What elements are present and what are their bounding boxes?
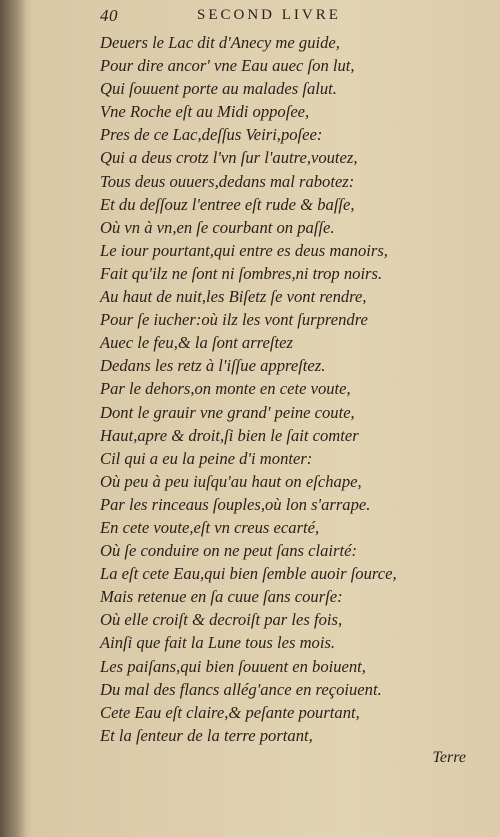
verse-line: En cete voute,eſt vn creus ecarté,: [100, 517, 320, 537]
verse-line: Et la ſenteur de la terre portant,: [100, 725, 313, 745]
running-head: SECOND LIVRE: [197, 7, 341, 23]
verse-line: Et du deſſouz l'entree eſt rude & baſſe,: [100, 194, 355, 214]
verse-line: Qui ſouuent porte au malades ſalut.: [100, 79, 337, 99]
verse-line: Fait qu'ilz ne ſont ni ſombres,ni trop noirs.: [100, 263, 383, 283]
verse-line: Tous deus ouuers,dedans mal rabotez:: [100, 171, 355, 191]
catchword: Terre: [432, 749, 466, 766]
verse-line: Pres de ce Lac,deſſus Veiri,poſee:: [100, 125, 323, 145]
verse-line: Par les rinceaus ſouples,où lon s'arrape.: [100, 494, 371, 514]
verse-line: Pour dire ancor' vne Eau auec ſon lut,: [100, 56, 355, 76]
verse-line: Le iour pourtant,qui entre es deus manoirs,: [100, 240, 388, 260]
verse-line: Par le dehors,on monte en cete voute,: [100, 379, 351, 399]
verse-line: Auec le feu,& la ſont arreſtez: [100, 333, 293, 353]
verse-line: Ainſi que fait la Lune tous les mois.: [100, 633, 336, 653]
page-gutter: [0, 0, 26, 837]
verse-line: Haut,apre & droit,ſi bien le ſait comter: [100, 425, 359, 445]
verse-line: Qui a deus crotz l'vn ſur l'autre,voutez,: [100, 148, 358, 168]
verse-text: [100, 31, 480, 747]
verse-line: Du mal des flancs allég'ance en reçoiuent.: [100, 679, 382, 699]
verse-line: Cete Eau eſt claire,& peſante pourtant,: [100, 702, 360, 722]
verse-line: Les paiſans,qui bien ſouuent en boiuent,: [100, 656, 366, 676]
verse-line: Où vn à vn,en ſe courbant on paſſe.: [100, 217, 335, 237]
verse-line: Où peu à peu iuſqu'au haut on eſchape,: [100, 471, 362, 491]
verse-line: Où ſe conduire on ne peut ſans clairté:: [100, 541, 357, 561]
verse-line: Où elle croiſt & decroiſt par les fois,: [100, 610, 343, 630]
verse-line: Mais retenue en ſa cuue ſans courſe:: [100, 587, 343, 607]
verse-line: Au haut de nuit,les Biſetz ſe vont rendre,: [100, 287, 367, 307]
verse-line: Dont le grauir vne grand' peine coute,: [100, 402, 355, 422]
verse-line: Vne Roche eſt au Midi oppoſee,: [100, 102, 310, 122]
page-number: 40: [100, 6, 118, 25]
verse-line: La eſt cete Eau,qui bien ſemble auoir ſource,: [100, 564, 397, 584]
verse-line: Deuers le Lac dit d'Anecy me guide,: [100, 33, 340, 52]
verse-line: Dedans les retz à l'iſſue appreſtez.: [100, 356, 326, 376]
verse-line: Cil qui a eu la peine d'i monter:: [100, 448, 313, 468]
page-header: [100, 6, 460, 28]
verse-line: Pour ſe iucher:où ilz les vont ſurprendre: [100, 310, 368, 330]
